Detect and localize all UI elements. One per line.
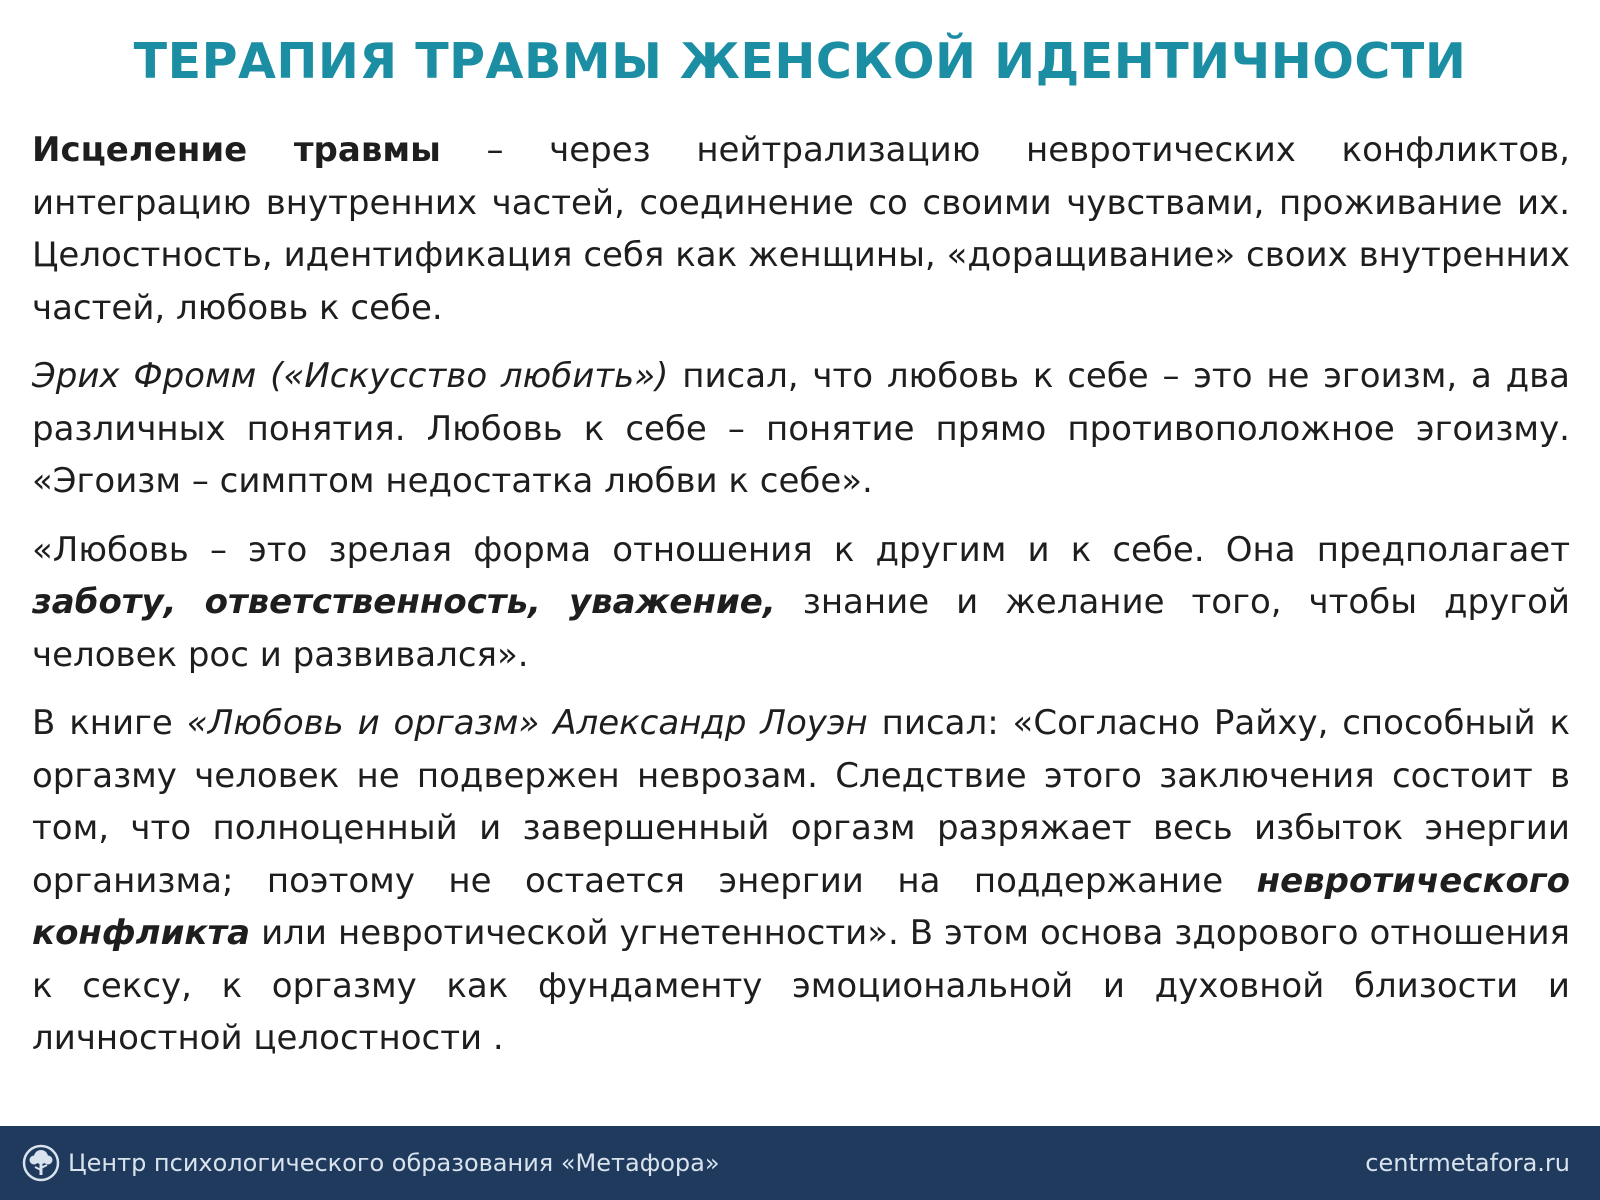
paragraph-text: или невротической угнетенности». В этом основа здорового отношения к сексу, к оргазму как фундаменту эмоциональной и духовной близости и личностной целостности .: [32, 913, 1570, 1058]
paragraph-text: писал, что любовь к себе – это не эгоизм, а два различных понятия. Любовь к себе – понятие прямо противоположное эгоизму. «Эгоизм – симптом недостатка любви к себе».: [32, 356, 1570, 501]
paragraph-fromm: [32, 350, 1570, 508]
paragraph-love-quote: [32, 524, 1570, 682]
paragraph-text: знание и желание того, чтобы другой человек рос и развивался».: [32, 582, 1570, 675]
emphasis-neurotic-conflict: невротического конфликта: [32, 860, 1570, 953]
tree-logo-icon: [22, 1144, 60, 1182]
website-link[interactable]: centrmetafora.ru: [1365, 1149, 1570, 1177]
author-name: Александр Лоуэн: [553, 703, 868, 743]
paragraph-text: В книге: [32, 703, 187, 743]
term-healing-trauma: Исцеление травмы: [32, 130, 441, 170]
organization-name: Центр психологического образования «Метафора»: [68, 1149, 720, 1177]
footer-bar: [0, 1126, 1600, 1200]
page-title: ТЕРАПИЯ ТРАВМЫ ЖЕНСКОЙ ИДЕНТИЧНОСТИ: [133, 33, 1467, 90]
paragraph-text: – через нейтрализацию невротических конфликтов, интеграцию внутренних частей, соединение со своими чувствами, проживание их. Целостность, идентификация себя как женщины, «доращивание» своих внутренних частей, любовь к себе.: [32, 130, 1570, 328]
paragraph-text: писал: «Согласно Райху, способный к оргазму человек не подвержен неврозам. Следствие этого заключения состоит в том, что полноценный и завершенный оргазм разряжает весь избыток энергии организма; поэтому не остается энергии на поддержание: [32, 703, 1570, 901]
paragraph-healing: [32, 124, 1570, 334]
paragraph-text: [539, 703, 553, 743]
book-title: «Любовь и оргазм»: [186, 703, 540, 743]
emphasis-care-responsibility-respect: заботу, ответственность, уважение,: [32, 582, 776, 622]
citation-fromm: Эрих Фромм («Искусство любить»): [32, 356, 669, 396]
paragraph-text: «Любовь – это зрелая форма отношения к другим и к себе. Она предполагает: [32, 529, 1570, 570]
paragraph-lowen: [32, 697, 1570, 1065]
slide-body: [32, 124, 1570, 1065]
